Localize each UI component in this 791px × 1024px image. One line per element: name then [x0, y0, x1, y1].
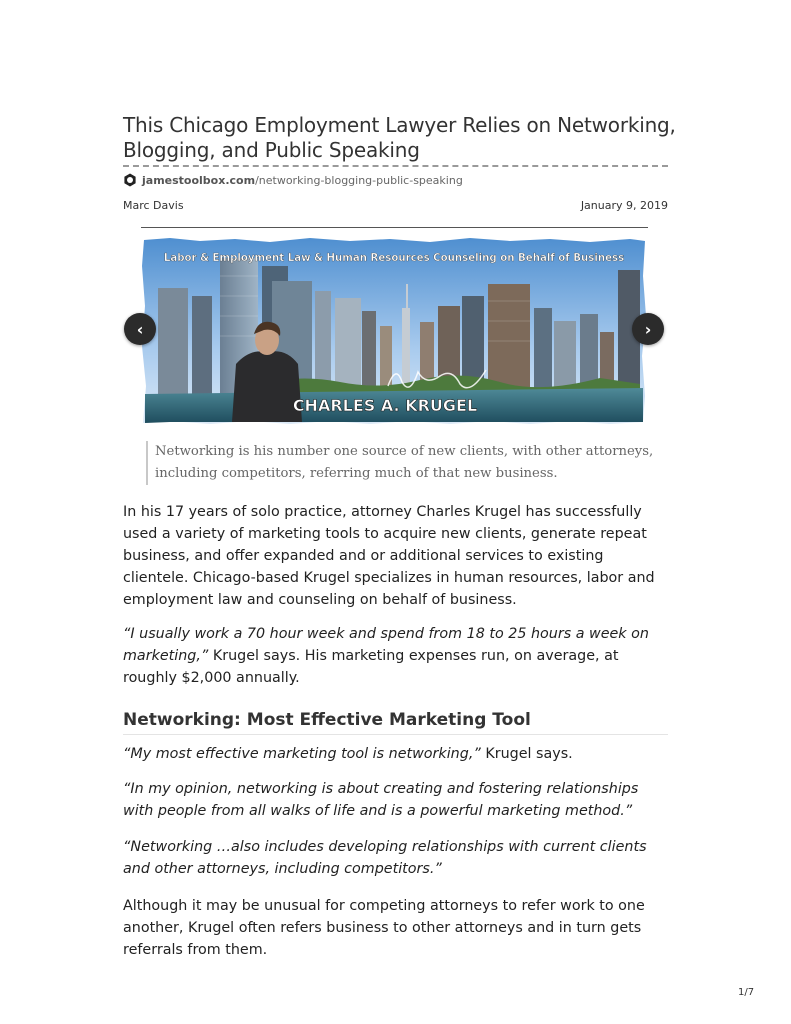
quote-opinion: “In my opinion, networking is about creating and fostering relationships with people from all walks of life and is a powerful marketing method.”: [123, 781, 639, 819]
image-slider: [140, 236, 648, 426]
quote-most-effective: “My most effective marketing tool is networking,”: [123, 746, 481, 762]
page-number: 1/7: [738, 987, 755, 998]
publish-date: January 9, 2019: [580, 199, 668, 212]
slider-prev-button[interactable]: [124, 313, 156, 345]
paragraph-hours-rest: Krugel says. His marketing expenses run, on average, at roughly $2,000 annually.: [123, 648, 619, 686]
chevron-right-icon: ›: [644, 319, 652, 339]
source-link[interactable]: [123, 172, 463, 188]
paragraph-relationships: [123, 836, 671, 880]
paragraph-most-effective-rest: Krugel says.: [480, 746, 573, 762]
paragraph-most-effective: [123, 743, 671, 765]
quote-hours: “I usually work a 70 hour week and spend from 18 to 25 hours a week on marketing,”: [123, 626, 649, 664]
image-caption: Networking is his number one source of new clients, with other attorneys, including competitors, referring much of that new business.: [146, 441, 668, 485]
title-divider: [123, 165, 668, 167]
author-name: Marc Davis: [123, 199, 184, 212]
site-logo-icon: [123, 173, 137, 187]
paragraph-intro: In his 17 years of solo practice, attorney Charles Krugel has successfully used a variety of marketing tools to acquire new clients, generate repeat business, and offer expanded and or additional services to existing clientele. Chicago-based Krugel specializes in human resources, labor and employment law and counseling on behalf of business.: [123, 504, 655, 608]
slider-next-button[interactable]: [632, 313, 664, 345]
name-text: CHARLES A. KRUGEL: [292, 396, 478, 415]
chevron-left-icon: ‹: [136, 319, 144, 339]
article-title: This Chicago Employment Lawyer Relies on Networking, Blogging, and Public Speaking: [123, 113, 676, 162]
source-domain[interactable]: jamestoolbox.com: [142, 173, 256, 187]
paragraph-referrals: Although it may be unusual for competing attorneys to refer work to one another, Krugel often refers business to other attorneys and in turn gets referrals from them.: [123, 898, 645, 958]
paragraph-hours: [123, 623, 671, 689]
quote-relationships: “Networking …also includes developing relationships with current clients and other attorneys, including competitors.”: [123, 839, 647, 877]
source-path[interactable]: /networking-blogging-public-speaking: [255, 173, 463, 187]
paragraph-opinion: [123, 778, 671, 822]
meta-divider: [141, 227, 648, 228]
section-heading-networking: Networking: Most Effective Marketing Tool: [123, 708, 668, 735]
header-banner-image: [140, 236, 648, 426]
article-meta: [123, 199, 668, 212]
banner-text: Labor & Employment Law & Human Resources Counseling on Behalf of Business: [163, 253, 625, 264]
